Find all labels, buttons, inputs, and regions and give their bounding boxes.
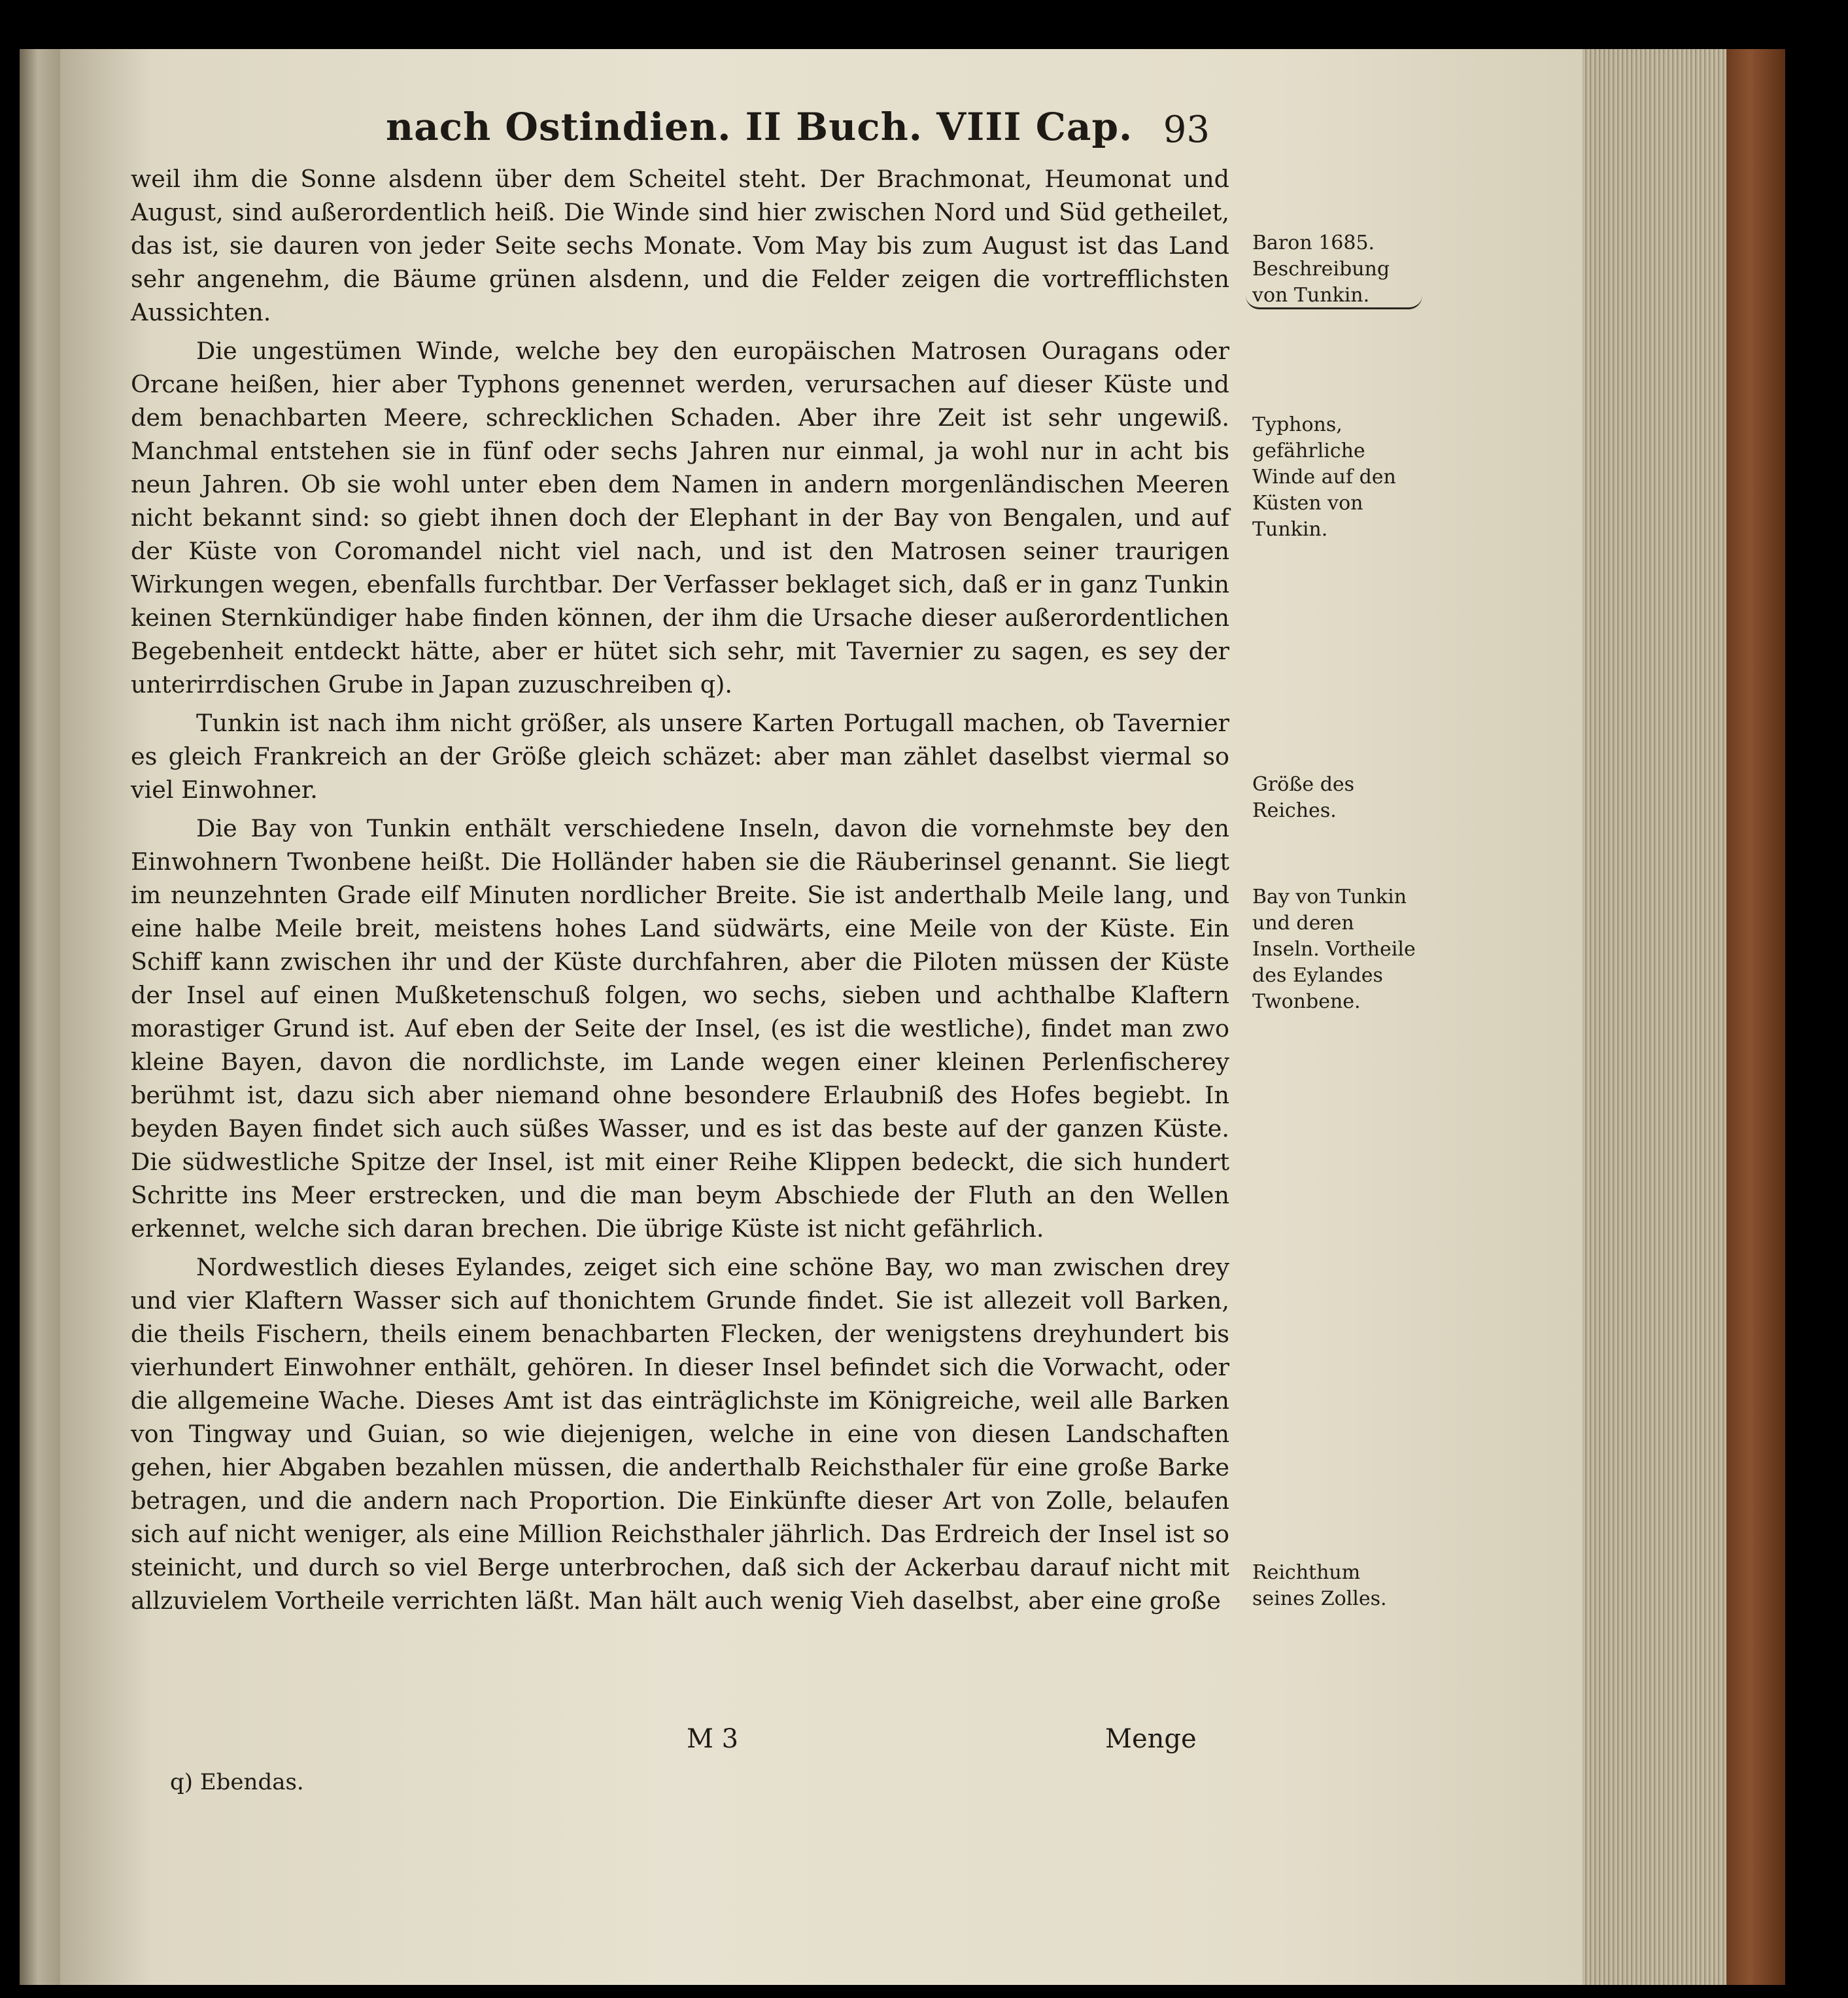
page-number: 93 [1163,109,1210,151]
margin-note: Baron 1685. Beschreibung von Tunkin. [1252,232,1390,307]
running-head: nach Ostindien. II Buch. VIII Cap. [386,105,1133,149]
body-text [131,162,1229,1623]
page-edges [1583,49,1726,1985]
margin-note: Reichthum seines Zolles. [1252,1561,1387,1610]
margin-brace [1246,296,1422,309]
paragraph: Die ungestümen Winde, welche bey den europäischen Matrosen Ouragans oder Orcane heißen, hier aber Typhons genennet werden, verursachen auf dieser Küste und dem benachbarten Meere, schrecklichen Schaden. Aber ihre Zeit ist sehr ungewiß. Manchmal entstehen sie in fünf oder sechs Jahren nur einmal, ja wohl nur in acht bis neun Jahren. Ob sie wohl unter eben dem Namen in andern morgenländischen Meeren nicht bekannt sind: so giebt ihnen doch der Elephant in der Bay von Bengalen, und auf der Küste von Coromandel nicht viel nach, und ist den Matrosen seiner traurigen Wirkungen wegen, ebenfalls furchtbar. Der Verfasser beklaget sich, daß er in ganz Tunkin keinen Sternkündiger habe finden können, der ihm die Ursache dieser außerordentlichen Begebenheit entdeckt hätte, aber er hütet sich sehr, mit Tavernier zu sagen, es sey der unterirrdischen Grube in Japan zuzuschreiben q). [131,337,1229,698]
catchword: Menge [1105,1724,1197,1754]
margin-note: Typhons, gefährliche Winde auf den Küsten von Tunkin. [1252,413,1396,541]
margin-note: Größe des Reiches. [1252,773,1355,822]
paragraph: Nordwestlich dieses Eylandes, zeiget sich eine schöne Bay, wo man zwischen drey und vier Klaftern Wasser sich auf thonichtem Grunde findet. Sie ist allezeit voll Barken, die theils Fischern, theils einem benachbarten Flecken, der wenigstens dreyhundert bis vierhundert Einwohner enthält, gehören. In dieser Insel befindet sich die Vorwacht, oder die allgemeine Wache. Dieses Amt ist das einträglichste im Königreiche, weil alle Barken von Tingway und Guian, so wie diejenigen, welche in eine von diesen Landschaften gehen, hier Abgaben bezahlen müssen, die anderthalb Reichsthaler für eine große Barke betragen, und die andern nach Proportion. Die Einkünfte dieser Art von Zolle, belaufen sich auf nicht weniger, als eine Million Reichsthaler jährlich. Das Erdreich der Insel ist so steinicht, und durch so viel Berge unterbrochen, daß sich der Ackerbau darauf nicht mit allzuvielem Vortheile verrichten läßt. Man hält auch wenig Vieh daselbst, aber eine große [131,1253,1229,1615]
signature-mark: M 3 [687,1724,739,1754]
paragraph: Die Bay von Tunkin enthält verschiedene Inseln, davon die vornehmste bey den Einwohnern Twonbene heißt. Die Holländer haben sie die Räuberinsel genannt. Sie liegt im neunzehnten Grade eilf Minuten nordlicher Breite. Sie ist anderthalb Meile lang, und eine halbe Meile breit, meistens hohes Land südwärts, eine Meile von der Küste. Ein Schiff kann zwischen ihr und der Küste durchfahren, aber die Piloten müssen der Küste der Insel auf einen Mußketenschuß folgen, wo sechs, sieben und achthalbe Klaftern morastiger Grund ist. Auf eben der Seite der Insel, (es ist die westliche), findet man zwo kleine Bayen, davon die nordlichste, im Lande wegen einer kleinen Perlenfischerey berühmt ist, dazu sich aber niemand ohne besondere Erlaubniß des Hofes begiebt. In beyden Bayen findet sich auch süßes Wasser, und es ist das beste auf der ganzen Küste. Die südwestliche Spitze der Insel, ist mit einer Reihe Klippen bedeckt, die sich hundert Schritte ins Meer erstrecken, und die man beym Abschiede der Fluth an den Wellen erkennet, welche sich daran brechen. Die übrige Küste ist nicht gefährlich. [131,814,1229,1243]
paragraph: weil ihm die Sonne alsdenn über dem Scheitel steht. Der Brachmonat, Heumonat und August, sind außerordentlich heiß. Die Winde sind hier zwischen Nord und Süd getheilet, das ist, sie dauren von jeder Seite sechs Monate. Vom May bis zum August ist das Land sehr angenehm, die Bäume grünen alsdenn, und die Felder zeigen die vortrefflichsten Aussichten. [131,165,1229,326]
book-cover [1726,49,1785,1985]
paragraph: Tunkin ist nach ihm nicht größer, als unsere Karten Portugall machen, ob Tavernier es gleich Frankreich an der Größe gleich schäzet: aber man zählet daselbst viermal so viel Einwohner. [131,709,1229,804]
footnote: q) Ebendas. [170,1769,304,1795]
left-page-edge [20,49,60,1985]
page-header [386,105,1210,157]
margin-note: Bay von Tunkin und deren Inseln. Vortheile des Eylandes Twonbene. [1252,886,1416,1013]
